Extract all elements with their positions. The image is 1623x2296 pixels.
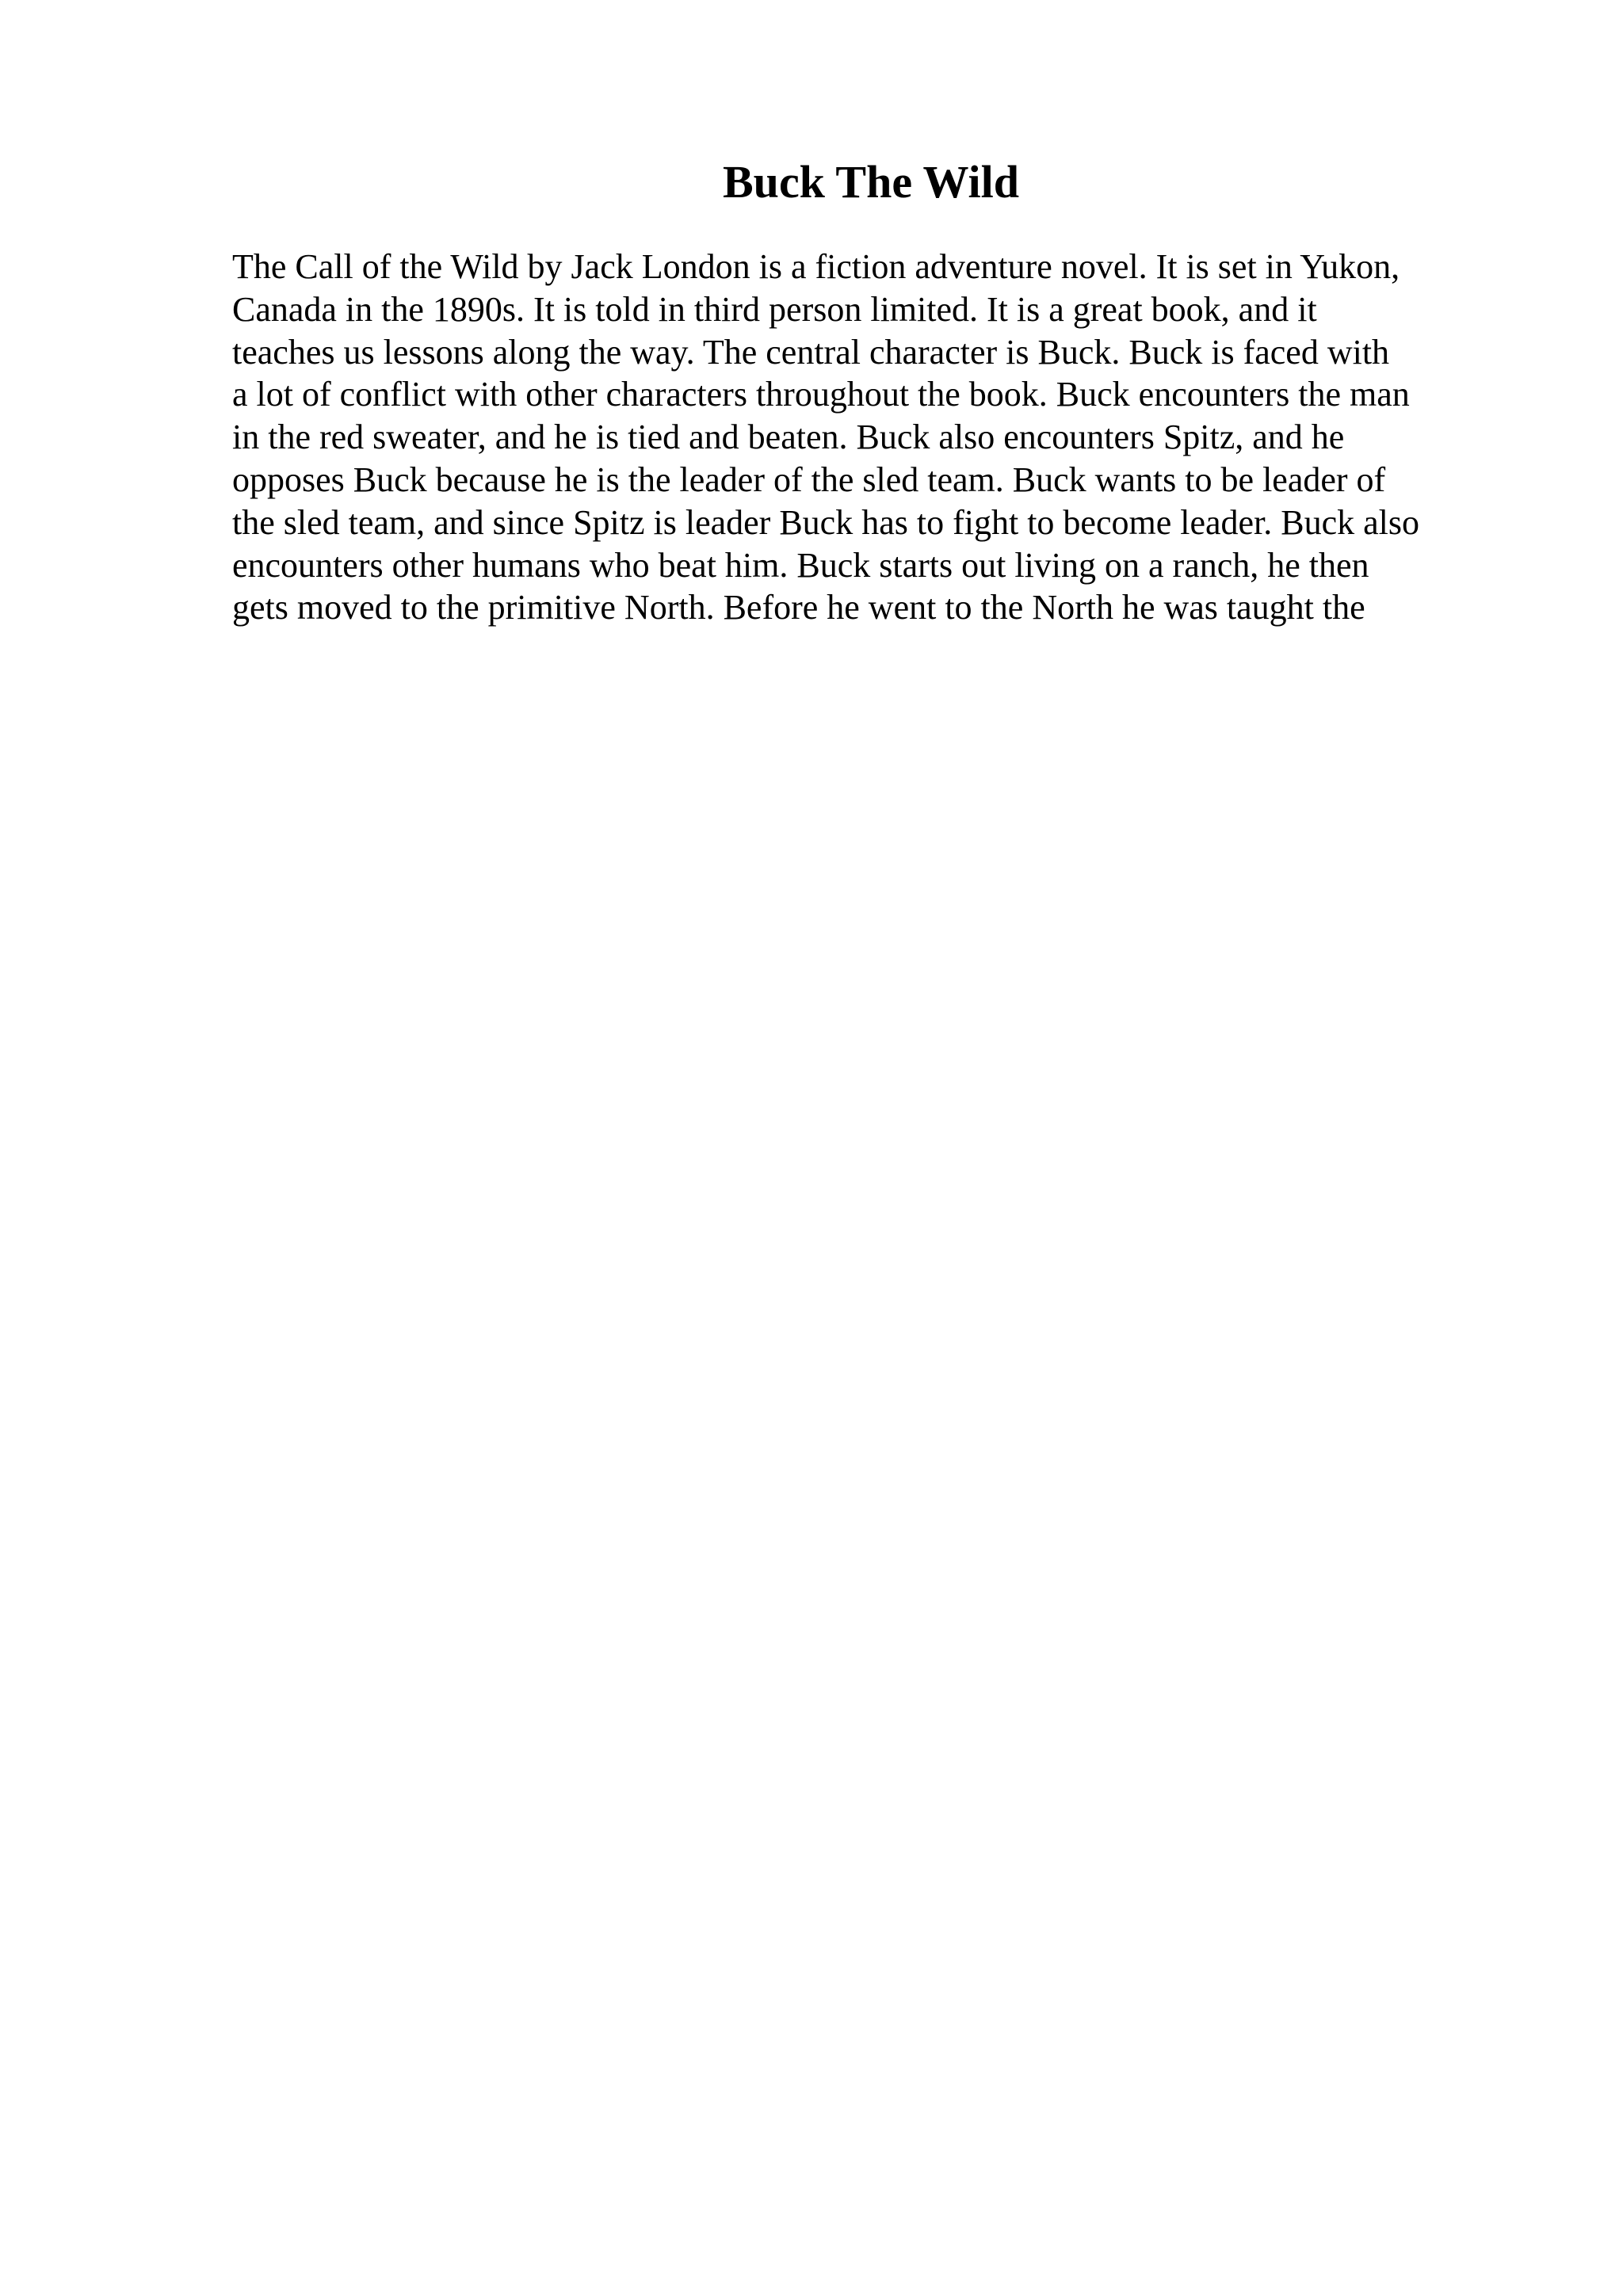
document-title: Buck The Wild: [723, 156, 1019, 208]
paragraph-line: a lot of conflict with other characters throughout the book. Buck encounters the man: [232, 375, 1410, 414]
paragraph-line: encounters other humans who beat him. Buck starts out living on a ranch, he then: [232, 545, 1369, 585]
paragraph-line: the sled team, and since Spitz is leader Buck has to fight to become leader. Buck also: [232, 502, 1420, 542]
paragraph-line: The Call of the Wild by Jack London is a fiction adventure novel. It is set in Yukon,: [232, 247, 1400, 286]
paragraph-line: teaches us lessons along the way. The central character is Buck. Buck is faced with: [232, 332, 1390, 372]
paragraph-line: in the red sweater, and he is tied and beaten. Buck also encounters Spitz, and he: [232, 418, 1345, 457]
paragraph-line: opposes Buck because he is the leader of the sled team. Buck wants to be leader of: [232, 460, 1386, 499]
body-paragraph: [232, 246, 1516, 629]
paragraph-line: gets moved to the primitive North. Before he went to the North he was taught the: [232, 588, 1365, 627]
paragraph-line: Canada in the 1890s. It is told in third person limited. It is a great book, and it: [232, 289, 1317, 329]
